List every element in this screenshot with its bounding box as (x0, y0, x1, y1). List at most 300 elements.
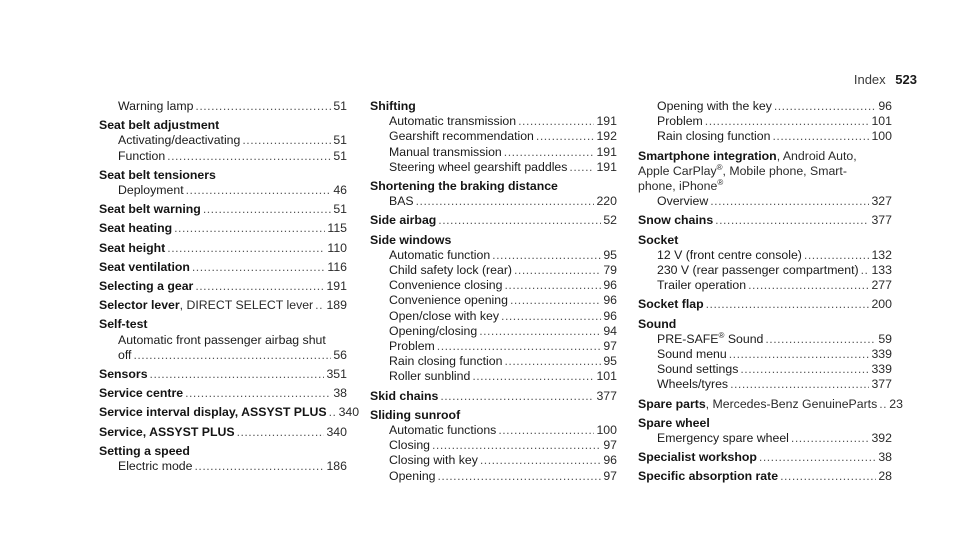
index-entry (99, 317, 347, 332)
page-ref: 377 (871, 377, 892, 392)
index-column-1 (99, 99, 360, 474)
section-label: Index (853, 72, 886, 87)
entry-heading: Spare parts (638, 396, 706, 411)
dot-leader (765, 332, 876, 347)
entry-label (99, 298, 313, 313)
entry-label (638, 416, 710, 431)
entry-text: Function (118, 148, 166, 163)
entry-label (657, 248, 802, 263)
dot-leader (195, 459, 325, 474)
entry-text: Rain closing function (389, 354, 503, 369)
index-entry (638, 396, 903, 412)
entry-text: PRE-SAFE (657, 331, 719, 346)
page-ref: 189 (326, 298, 347, 313)
entry-text: 12 V (front centre console) (657, 247, 802, 262)
page-ref: 59 (878, 331, 892, 346)
dot-leader (440, 389, 594, 404)
index-subentry (99, 348, 347, 363)
page-ref: 23 (889, 396, 903, 411)
entry-text: Automatic front passenger airbag shut (118, 332, 326, 347)
entry-label (657, 431, 789, 446)
page-ref: 377 (596, 388, 617, 403)
entry-label (389, 438, 430, 453)
dot-leader (879, 397, 887, 412)
page-ref: 100 (596, 423, 617, 438)
index-entry (638, 297, 892, 312)
index-subentry (370, 369, 617, 384)
index-subentry (370, 194, 617, 209)
index-entry (370, 213, 617, 228)
dot-leader (774, 99, 876, 114)
page-ref: 191 (596, 114, 617, 129)
index-entry (99, 367, 347, 382)
entry-label (389, 145, 502, 160)
page-ref: 51 (333, 133, 347, 148)
index-subentry (638, 114, 892, 129)
entry-heading: Specialist workshop (638, 450, 757, 465)
entry-label (389, 354, 502, 369)
index-subentry (370, 278, 617, 293)
entry-heading: Socket flap (638, 297, 704, 312)
dot-leader (174, 221, 325, 236)
dot-leader (504, 145, 595, 160)
entry-text: , Android Auto, (776, 148, 857, 163)
page-number: 523 (895, 72, 917, 87)
entry-label (118, 348, 131, 363)
entry-text: Wheels/tyres (657, 377, 729, 392)
page-ref: 392 (871, 431, 892, 446)
dot-leader (501, 309, 601, 324)
entry-label (118, 459, 193, 474)
entry-text: Automatic function (389, 247, 491, 262)
entry-label (389, 309, 499, 324)
entry-text: Opening/closing (389, 323, 478, 338)
entry-heading: Seat height (99, 240, 166, 255)
dot-leader (432, 438, 601, 453)
entry-label (99, 279, 193, 294)
page-ref: 97 (603, 339, 617, 354)
page-ref: 97 (603, 468, 617, 483)
page-ref: 340 (326, 424, 347, 439)
index-entry (99, 386, 347, 401)
dot-leader (133, 348, 331, 363)
entry-label (99, 425, 235, 440)
index-entry (370, 179, 617, 194)
page-ref: 277 (871, 278, 892, 293)
dot-leader (195, 279, 324, 294)
page-ref: 95 (603, 247, 617, 262)
page-ref: 220 (596, 194, 617, 209)
entry-text: Warning lamp (118, 99, 194, 113)
index-subentry (370, 309, 617, 324)
index-subentry (370, 114, 617, 129)
index-entry (99, 221, 347, 236)
dot-leader (195, 99, 331, 114)
entry-text: Convenience closing (389, 278, 503, 293)
dot-leader (715, 213, 869, 228)
entry-heading: Service, ASSYST PLUS (99, 424, 235, 439)
entry-label (99, 444, 190, 459)
page-ref: 96 (603, 278, 617, 293)
entry-label (657, 347, 727, 362)
entry-text: Overview (657, 194, 709, 209)
entry-label (638, 450, 757, 465)
dot-leader (480, 453, 601, 468)
registered-mark: ® (718, 330, 725, 340)
index-subentry (370, 248, 617, 263)
index-subentry (99, 183, 347, 198)
entry-label (99, 118, 219, 133)
entry-text: Open/close with key (389, 308, 500, 323)
dot-leader (167, 149, 331, 164)
entry-heading: Side airbag (370, 213, 437, 228)
entry-text: Opening with the key (657, 99, 772, 113)
page-ref: 192 (596, 129, 617, 144)
index-entry (638, 317, 892, 332)
index-subentry (370, 160, 617, 175)
page-ref: 51 (333, 148, 347, 163)
page-ref: 96 (603, 308, 617, 323)
entry-label (99, 241, 165, 256)
page-ref: 191 (326, 279, 347, 294)
dot-leader (472, 369, 594, 384)
index-subentry (638, 431, 892, 446)
dot-leader (492, 248, 601, 263)
entry-text: 230 V (rear passenger compartment) (657, 263, 859, 278)
page-ref: 340 (338, 405, 360, 420)
page-ref: 51 (333, 202, 347, 217)
entry-label (389, 369, 470, 384)
index-entry (99, 241, 347, 256)
entry-text: Trailer operation (657, 278, 747, 293)
entry-text: Rain closing function (657, 129, 771, 144)
entry-heading: Sound (638, 316, 677, 331)
entry-label (638, 397, 877, 412)
page-ref: 96 (603, 453, 617, 468)
entry-text: Deployment (118, 183, 184, 198)
entry-heading: Shortening the braking distance (370, 179, 558, 194)
entry-text: , Mobile phone, Smart- (722, 163, 847, 178)
dot-leader (740, 362, 869, 377)
index-subentry (638, 248, 892, 263)
entry-label (638, 213, 713, 228)
entry-label (370, 179, 558, 194)
entry-heading: Specific absorption rate (638, 469, 779, 484)
index-subentry (370, 145, 617, 160)
entry-label (389, 324, 477, 339)
entry-label (370, 389, 438, 404)
index-subentry (638, 129, 892, 144)
page-ref: 28 (878, 469, 892, 484)
index-entry (99, 279, 347, 294)
entry-label (99, 367, 148, 382)
page-ref: 115 (327, 221, 347, 236)
dot-leader (479, 324, 601, 339)
entry-heading: Socket (638, 232, 679, 247)
entry-label (657, 129, 770, 144)
entry-text: Emergency spare wheel (657, 431, 789, 446)
entry-label (370, 213, 436, 228)
dot-leader (504, 354, 601, 369)
dot-leader (861, 263, 870, 278)
index-subentry (370, 423, 617, 438)
index-subentry (370, 293, 617, 308)
page-ref: 52 (603, 213, 617, 228)
entry-label (657, 362, 738, 377)
dot-leader (510, 293, 601, 308)
entry-text: Problem (657, 114, 703, 129)
entry-text: Steering wheel gearshift paddles (389, 159, 568, 174)
dot-leader (759, 450, 876, 465)
entry-text: Sound (724, 331, 764, 346)
entry-label (370, 99, 416, 114)
entry-heading: Service interval display, ASSYST PLUS (99, 405, 327, 420)
index-subentry (99, 133, 347, 148)
index-subentry (370, 339, 617, 354)
entry-text: Automatic transmission (389, 114, 517, 129)
entry-label (389, 129, 534, 144)
entry-label (99, 317, 148, 332)
entry-text: off (118, 347, 132, 362)
page-ref: 116 (327, 259, 347, 274)
index-subentry (638, 278, 892, 293)
page-ref: 191 (596, 159, 617, 174)
dot-leader (729, 347, 870, 362)
index-subentry (370, 438, 617, 453)
entry-heading: Sliding sunroof (370, 407, 461, 422)
dot-leader (748, 278, 869, 293)
dot-leader (242, 133, 331, 148)
page-ref: 339 (871, 362, 892, 377)
page-ref: 94 (603, 323, 617, 338)
dot-leader (518, 114, 594, 129)
entry-text: Opening (389, 468, 436, 483)
index-entry (638, 469, 892, 484)
entry-heading: Skid chains (370, 388, 439, 403)
index-entry (638, 416, 892, 431)
entry-text: Problem (389, 339, 435, 354)
page-ref: 200 (871, 297, 892, 312)
page-ref: 339 (871, 347, 892, 362)
index-entry (99, 168, 347, 183)
index-subentry (99, 99, 347, 114)
page-header (854, 72, 917, 88)
entry-label (389, 248, 490, 263)
entry-label (657, 194, 708, 209)
dot-leader (329, 405, 337, 420)
entry-heading: Spare wheel (638, 415, 710, 430)
entry-label (118, 149, 165, 164)
entry-label (389, 278, 502, 293)
page-ref: 97 (603, 438, 617, 453)
entry-label (99, 386, 183, 401)
index-subentry (638, 263, 892, 278)
entry-text: Closing (389, 438, 431, 453)
index-entry (638, 233, 892, 248)
entry-label (370, 233, 451, 248)
dot-leader (536, 129, 595, 144)
page-ref: 101 (596, 369, 617, 384)
index-column-2 (370, 99, 617, 484)
page-ref: 46 (333, 183, 347, 198)
index-subentry (638, 362, 892, 377)
dot-leader (772, 129, 869, 144)
entry-heading: Snow chains (638, 213, 714, 228)
entry-label (99, 202, 201, 217)
entry-label (657, 278, 746, 293)
index-subentry (638, 377, 892, 392)
entry-label (389, 263, 512, 278)
entry-label (657, 99, 772, 114)
entry-heading: Seat belt adjustment (99, 118, 220, 133)
page-ref: 110 (327, 240, 347, 255)
index-entry (638, 149, 892, 195)
dot-leader (791, 431, 870, 446)
entry-label (99, 168, 216, 183)
index-entry (99, 260, 347, 275)
entry-heading: Seat ventilation (99, 259, 190, 274)
entry-heading: Seat belt warning (99, 202, 201, 217)
page-ref: 51 (333, 99, 347, 113)
dot-leader (416, 194, 595, 209)
entry-label (118, 99, 193, 114)
dot-leader (315, 298, 324, 313)
dot-leader (150, 367, 325, 382)
dot-leader (185, 386, 331, 401)
entry-label (118, 183, 184, 198)
dot-leader (203, 202, 332, 217)
dot-leader (804, 248, 870, 263)
index-entry (638, 450, 892, 465)
index-entry (99, 118, 347, 133)
page-ref: 186 (326, 459, 347, 474)
entry-label (118, 333, 326, 348)
entry-text: Manual transmission (389, 144, 502, 159)
page-ref: 56 (333, 347, 347, 362)
dot-leader (569, 160, 594, 175)
dot-leader (780, 469, 876, 484)
entry-text: Convenience opening (389, 293, 508, 308)
entry-label (389, 453, 478, 468)
entry-heading: Side windows (370, 232, 452, 247)
entry-label (657, 377, 728, 392)
dot-leader (504, 278, 601, 293)
entry-label (638, 469, 778, 484)
dot-leader (710, 194, 869, 209)
index-entry (370, 408, 617, 423)
entry-text: Sound menu (657, 347, 727, 362)
index-subentry (638, 99, 892, 114)
registered-mark: ® (716, 162, 723, 172)
entry-label (638, 297, 704, 312)
index-subentry (638, 194, 892, 209)
dot-leader (192, 260, 326, 275)
dot-leader (437, 339, 602, 354)
page-ref: 132 (871, 247, 892, 262)
dot-leader (438, 469, 602, 484)
entry-label (389, 469, 436, 484)
index-entry (99, 298, 347, 313)
index-subentry (638, 332, 892, 347)
entry-heading: Shifting (370, 99, 416, 113)
entry-text: Closing with key (389, 453, 478, 468)
entry-label (638, 317, 676, 332)
index-subentry (370, 469, 617, 484)
entry-label (389, 293, 508, 308)
entry-text: phone, iPhone (638, 179, 718, 194)
page-ref: 191 (596, 144, 617, 159)
entry-label (657, 263, 859, 278)
index-subentry (638, 347, 892, 362)
entry-text: BAS (389, 194, 414, 209)
index-entry (370, 233, 617, 248)
entry-text: Electric mode (118, 459, 193, 474)
entry-heading: Service centre (99, 386, 184, 401)
index-column-3 (638, 99, 903, 485)
entry-heading: Selector lever (99, 298, 180, 313)
entry-label (99, 260, 190, 275)
index-entry (99, 444, 347, 459)
page-ref: 96 (878, 99, 892, 113)
index-subentry (370, 129, 617, 144)
page-ref: 95 (603, 354, 617, 369)
page-ref: 38 (333, 386, 347, 401)
dot-leader (705, 114, 870, 129)
entry-heading: Seat heating (99, 221, 173, 236)
entry-label (638, 233, 678, 248)
index-subentry (99, 333, 347, 348)
entry-text: , Mercedes-Benz GenuineParts (705, 396, 878, 411)
entry-label (99, 221, 172, 236)
page-ref: 100 (871, 129, 892, 144)
entry-text: Automatic functions (389, 423, 497, 438)
dot-leader (438, 213, 601, 228)
index-subentry (370, 324, 617, 339)
entry-label (118, 133, 240, 148)
dot-leader (167, 241, 325, 256)
dot-leader (730, 377, 869, 392)
entry-text: Gearshift recommendation (389, 129, 534, 144)
index-entry (99, 425, 347, 440)
entry-label (657, 114, 703, 129)
index-entry (370, 99, 617, 114)
entry-heading: Self-test (99, 317, 148, 332)
dot-leader (514, 263, 601, 278)
index-subentry (370, 263, 617, 278)
index-subentry (99, 149, 347, 164)
index-entry (99, 405, 360, 420)
entry-heading: Setting a speed (99, 443, 190, 458)
index-subentry (99, 459, 347, 474)
entry-text: Sound settings (657, 362, 739, 377)
dot-leader (237, 425, 325, 440)
page-ref: 351 (326, 367, 347, 382)
index-subentry (370, 453, 617, 468)
entry-label (370, 408, 460, 423)
entry-label (657, 332, 763, 347)
entry-text: , DIRECT SELECT lever (179, 298, 314, 313)
index-subentry (370, 354, 617, 369)
entry-heading: Smartphone integration (638, 148, 777, 163)
page-ref: 38 (878, 450, 892, 465)
entry-text: Roller sunblind (389, 369, 471, 384)
page-ref: 377 (871, 213, 892, 228)
entry-label (99, 405, 327, 420)
dot-leader (186, 183, 332, 198)
page-ref: 101 (871, 114, 892, 129)
entry-label (389, 160, 567, 175)
registered-mark: ® (717, 177, 724, 187)
